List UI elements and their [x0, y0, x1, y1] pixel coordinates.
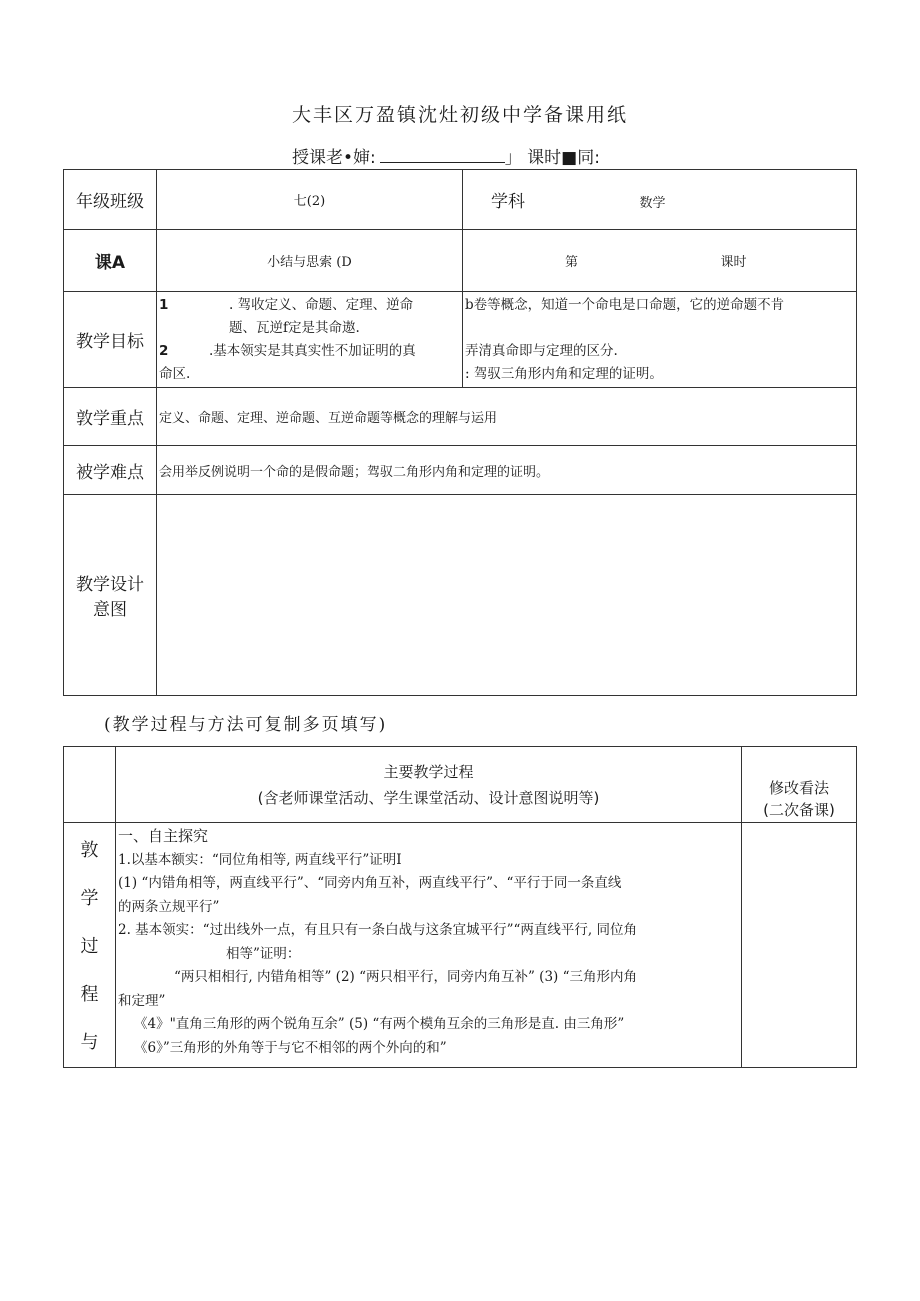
process-line-1: 一、自主探究 [118, 827, 209, 845]
goal-right-line-4: : 驾驭三角形内角和定理的证明。 [465, 366, 663, 382]
period-cell [463, 230, 857, 292]
revise-header [742, 747, 857, 823]
goal-text-1b: 题、瓦逆f定是其命遨. [229, 320, 360, 336]
goal-num-1: 1 [159, 297, 169, 313]
period-prefix: 第 [565, 255, 579, 270]
subject-label: 学科 [491, 192, 525, 212]
key-value: 定义、命题、定理、逆命题、互逆命题等概念的理解与运用 [157, 388, 857, 446]
process-line-8: 和定理” [118, 992, 166, 1009]
side-char-5: 与 [80, 1032, 99, 1053]
info-table [63, 169, 857, 696]
process-line-2: 1.以基本额实：“同位角相等, 两直线平行”证明I [118, 851, 402, 868]
difficulty-value: 会用举反例说明一个命的是假命题；驾驭二角形内角和定理的证明。 [157, 446, 857, 495]
lesson-value: 小结与思索 (D [157, 230, 463, 292]
design-value[interactable] [157, 495, 857, 696]
process-line-9: 《4》"直角三角形的两个锐角互余” (5) “有两个模角互余的三角形是直. 由三角形” [134, 1016, 625, 1032]
goal-right-line-2 [465, 317, 856, 340]
teacher-label: 授课老•婶: [292, 148, 376, 168]
process-content [116, 823, 742, 1068]
goal-text-2b: 命区. [159, 366, 191, 382]
process-line-3: (1) “内错角相等，两直线平行”、“同旁内角互补，两直线平行”、“平行于同一条直线 [118, 875, 622, 891]
design-label [64, 495, 157, 696]
goal-text-1: . 驾收定义、命题、定理、逆命 [229, 297, 414, 313]
main-header-line-1: 主要教学过程 [383, 762, 474, 781]
goals-right [463, 292, 857, 388]
side-char-3: 过 [80, 936, 99, 957]
goal-text-2: .基本领实是其真实性不加证明的真 [209, 343, 416, 359]
process-line-6: 相等”证明： [226, 945, 301, 962]
goal-right-line-3: 弄清真命即与定理的区分. [465, 343, 618, 359]
side-char-1: 敦 [80, 840, 99, 861]
lesson-time-label: 课时■同: [527, 148, 600, 168]
teacher-blank[interactable] [380, 146, 505, 163]
process-side-label [64, 823, 116, 1068]
process-note: (教学过程与方法可复制多页填写) [104, 715, 388, 735]
key-label: 敦学重点 [64, 388, 157, 446]
main-header-line-2: (含老师课堂活动、学生课堂活动、设计意图说明等) [257, 788, 600, 807]
process-table [63, 746, 857, 1068]
process-line-10: 《6》”三角形的外角等于与它不相邻的两个外向的和” [134, 1039, 447, 1056]
goal-right-line-1: b卷等概念，知道一个命电是口命题，它的逆命题不肯 [465, 297, 785, 313]
design-label-1: 教学设计 [76, 575, 144, 595]
subject-cell [463, 170, 857, 230]
bracket: 」 [504, 148, 522, 168]
subject-value: 数学 [639, 196, 666, 211]
goal-num-2: 2 [159, 343, 169, 359]
page-title: 大丰区万盈镇沈灶初级中学备课用纸 [291, 104, 628, 126]
goals-left [157, 292, 463, 388]
side-char-4: 程 [80, 984, 99, 1005]
teacher-line [292, 143, 600, 168]
process-line-4: 的两条立规平行” [118, 898, 220, 915]
grade-label: 年级班级 [64, 170, 157, 230]
goals-label: 教学目标 [64, 292, 157, 388]
period-suffix: 课时 [720, 255, 747, 270]
process-line-7: “两只相相行, 内错角相等” (2) “两只相平行，同旁内角互补” (3) “三角形内角 [174, 969, 638, 985]
side-char-2: 学 [80, 888, 99, 909]
process-line-5: 2. 基本领实：“过出线外一点，有且只有一条白战与这条宜城平行”“两直线平行, 同位角 [118, 922, 637, 938]
difficulty-label: 被学难点 [64, 446, 157, 495]
lesson-label: 课A [64, 230, 157, 292]
revise-content[interactable] [742, 823, 857, 1068]
revise-header-line-1: 修改看法 [768, 779, 829, 797]
main-header [116, 747, 742, 823]
grade-value: 七(2) [157, 170, 463, 230]
process-corner [64, 747, 116, 823]
revise-header-line-2: (二次备课) [763, 801, 835, 819]
design-label-2: 意图 [93, 600, 127, 620]
